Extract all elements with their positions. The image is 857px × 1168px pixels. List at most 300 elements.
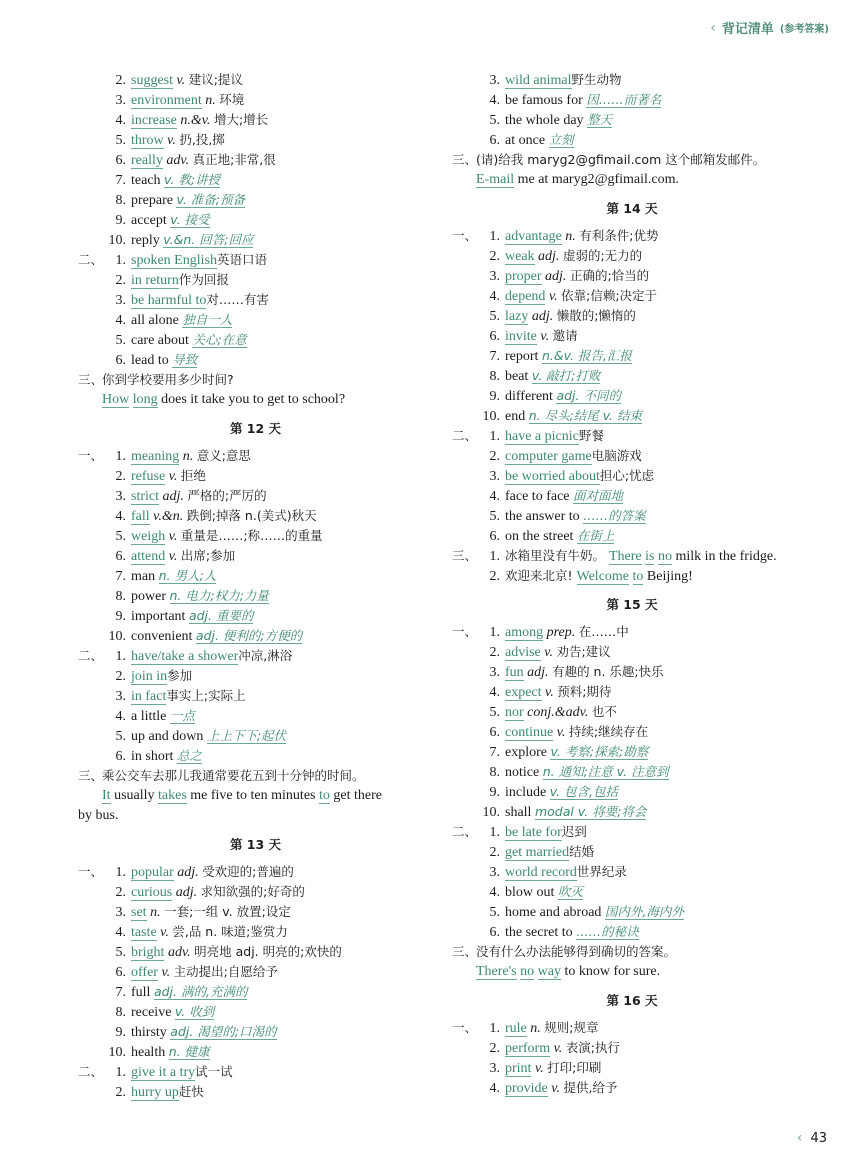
list-item [452,782,812,802]
given-word: the whole day [505,113,588,128]
definition: 电脑游戏 [591,448,642,463]
item-number: 6. [489,133,500,148]
item-number: 4. [489,489,500,504]
given-word: in short [131,749,177,764]
answer-definition: v. 接受 [170,212,210,227]
item-number: 5. [115,529,126,544]
list-item [452,426,812,446]
answer-definition: v. 教;讲授 [164,172,221,187]
definition: 劝告;建议 [556,644,611,659]
given-word: the answer to [505,509,584,524]
definition: 作为回报 [178,272,229,287]
section-label: 一、 [452,624,478,639]
list-item [78,1062,433,1082]
item-number: 1. [115,253,126,268]
definition: 拒绝 [180,468,206,483]
answer-definition: 导致 [172,352,198,367]
list-item [78,70,433,90]
definition: 一套;一组 v. 放置;设定 [164,904,291,919]
list-item [78,506,433,526]
list-item [78,466,433,486]
section-label: 三、 [78,372,104,387]
answer-definition: 面对面地 [573,488,624,503]
answer-word: lazy [505,309,529,324]
item-number: 1. [489,549,500,564]
part-of-speech: n.&v. [176,113,214,128]
prompt-text: 没有什么办法能够得到确切的答案。 [476,944,677,959]
list-item [78,882,433,902]
item-number: 1. [489,625,500,640]
section-label: 一、 [452,228,478,243]
answer-definition: 立刻 [548,132,574,147]
list-item [452,842,812,862]
part-of-speech: adj. [541,269,570,284]
list-item [452,882,812,902]
list-item [452,862,812,882]
answer-word: suggest [131,73,173,88]
list-item [78,746,433,766]
definition: 出席;参加 [180,548,236,563]
item-number: 2. [489,1041,500,1056]
given-word: on the street [505,529,577,544]
item-number: 7. [489,745,500,760]
part-of-speech: v. [536,329,553,344]
item-number: 7. [115,569,126,584]
list-item [452,762,812,782]
sentence-text: me five to ten minutes [186,788,319,803]
sentence-answer [452,962,812,982]
definition: 重量是……;称……的重量 [180,528,323,543]
item-number: 4. [115,709,126,724]
list-item [78,862,433,882]
list-item [78,726,433,746]
answer-word: join in [131,669,168,684]
list-item [78,586,433,606]
answer-definition: 因……而著名 [586,92,662,107]
item-number: 4. [489,289,500,304]
answer-word: bright [131,945,165,960]
given-word: the secret to [505,925,577,940]
part-of-speech: adj. [534,249,563,264]
item-number: 1. [115,1065,126,1080]
list-item [452,446,812,466]
given-word: blow out [505,885,558,900]
item-number: 2. [489,845,500,860]
part-of-speech: v. [547,1081,564,1096]
sentence-prompt [78,370,433,390]
part-of-speech: n. [201,93,220,108]
definition: 懒散的;懒惰的 [556,308,636,323]
list-item [452,226,812,246]
answer-word: nor [505,705,524,720]
day-title: 第 12 天 [229,421,282,436]
list-item [452,70,812,90]
answer-word: It [102,788,111,803]
part-of-speech: v. [165,469,181,484]
part-of-speech: adv. [162,153,193,168]
item-number: 7. [115,173,126,188]
answer-word: have a picnic [505,429,579,444]
sentence-answer [78,390,433,410]
list-item [78,626,433,646]
definition: 世界纪录 [576,864,627,879]
answer-word: computer game [505,449,592,464]
definition: 意义;意思 [196,448,251,463]
answer-word: to [632,569,644,584]
definition: 打印;印刷 [547,1060,602,1075]
part-of-speech: n. [526,1021,545,1036]
definition: 对……有害 [206,292,269,307]
item-number: 2. [115,669,126,684]
answer-word: print [505,1061,532,1076]
given-word: end [505,409,529,424]
item-number: 5. [489,905,500,920]
list-item [78,1042,433,1062]
list-item [78,130,433,150]
item-number: 6. [115,353,126,368]
answer-definition: n. 通知;注意 v. 注意到 [542,764,669,779]
header [710,18,829,37]
list-item [452,902,812,922]
item-number: 1. [489,1021,500,1036]
item-number: 5. [115,945,126,960]
item-number: 9. [489,785,500,800]
list-item [78,270,433,290]
section-label: 二、 [78,648,104,663]
answer-word: be harmful to [131,293,207,308]
section-label: 一、 [78,448,104,463]
answer-definition: ……的答案 [583,508,646,523]
definition: 主动提出;自愿给予 [173,964,278,979]
part-of-speech: n. [179,449,197,464]
sentence-answer [452,170,812,190]
part-of-speech: v. [165,529,181,544]
answer-word: advantage [505,229,562,244]
answer-definition: n.&v. 报告,汇报 [541,348,632,363]
list-item [452,642,812,662]
answer-definition: 独自一人 [182,312,233,327]
item-number: 6. [489,725,500,740]
item-number: 4. [115,509,126,524]
item-number: 1. [115,865,126,880]
answer-word: be worried about [505,469,600,484]
item-number: 2. [489,569,500,584]
item-number: 5. [115,333,126,348]
item-number: 5. [489,113,500,128]
list-item [452,1058,812,1078]
header-title: 背记清单 [721,22,774,37]
right-column [452,70,812,1098]
list-item [452,466,812,486]
list-item [452,1018,812,1038]
item-number: 6. [489,329,500,344]
part-of-speech: v. [550,1041,566,1056]
given-word: all alone [131,313,183,328]
item-number: 4. [489,685,500,700]
definition: 有趣的 n. 乐趣;快乐 [552,664,664,679]
answer-word: in return [131,273,179,288]
part-of-speech: v. [541,685,558,700]
item-number: 1. [489,429,500,444]
list-item [452,486,812,506]
part-of-speech: n. [561,229,580,244]
section-label: 一、 [452,1020,478,1035]
definition: 事实上;实际上 [166,688,246,703]
given-word: report [505,349,542,364]
list-item [452,662,812,682]
answer-definition: adj. 便利的;方便的 [195,628,303,643]
section-label: 二、 [452,428,478,443]
sentence-prompt [452,150,812,170]
answer-word: expect [505,685,542,700]
sentence-item [452,546,812,566]
item-number: 6. [489,529,500,544]
definition: 邀请 [552,328,578,343]
answer-definition: n. 电力;权力;力量 [169,588,269,603]
part-of-speech: v. [156,925,173,940]
definition: 也不 [591,704,617,719]
answer-definition: v. 收到 [174,1004,215,1019]
sentence-continuation: by bus. [78,808,119,823]
given-word: teach [131,173,165,188]
list-item [78,546,433,566]
part-of-speech: v. [173,73,189,88]
section-label: 三、 [452,152,478,167]
list-item [78,486,433,506]
item-number: 8. [115,193,126,208]
given-word: be famous for [505,93,587,108]
list-item [78,646,433,666]
chevron-left-icon: ‹ [796,1130,803,1146]
answer-definition: adj. 满的,充满的 [153,984,248,999]
list-item [78,446,433,466]
given-word: notice [505,765,543,780]
list-item [78,686,433,706]
sentence-prompt [78,766,433,786]
item-number: 3. [489,1061,500,1076]
answer-definition: 国内外,海内外 [604,904,684,919]
item-number: 8. [489,369,500,384]
definition: 冲凉,淋浴 [238,648,293,663]
item-number: 4. [489,93,500,108]
item-number: 8. [115,589,126,604]
part-of-speech: conj.&adv. [523,705,592,720]
part-of-speech: prep. [543,625,579,640]
list-item [452,822,812,842]
answer-word: popular [131,865,174,880]
given-word: at once [505,133,549,148]
definition: 试一试 [195,1064,233,1079]
answer-definition: n. 男人;人 [158,568,217,583]
list-item [78,526,433,546]
definition: 参加 [167,668,193,683]
list-item [78,90,433,110]
list-item [78,210,433,230]
left-column [78,70,433,1102]
item-number: 4. [489,885,500,900]
chevron-left-icon: ‹ [710,19,716,36]
item-number: 9. [115,609,126,624]
definition: 虚弱的;无力的 [562,248,643,263]
answer-definition: v. 准备;预备 [176,192,246,207]
list-item [78,290,433,310]
answer-word: attend [131,549,166,564]
answer-word: curious [131,885,173,900]
answer-word: world record [505,865,577,880]
answer-definition: n. 尽头;结尾 v. 结束 [528,408,643,423]
list-item [78,330,433,350]
definition: 持续;继续存在 [568,724,649,739]
definition: 依靠;信赖;决定于 [561,288,658,303]
answer-definition: 上上下下;起伏 [206,728,287,743]
sentence-prompt [452,942,812,962]
item-number: 1. [115,649,126,664]
sentence-text: milk in the fridge. [671,549,777,564]
item-number: 3. [115,93,126,108]
given-word: important [131,609,189,624]
answer-word: among [505,625,544,640]
given-word: prepare [131,193,177,208]
part-of-speech: v. [540,645,557,660]
answer-definition: 吹灭 [557,884,583,899]
answer-definition: 一点 [169,708,195,723]
item-number: 6. [489,925,500,940]
list-item [452,506,812,526]
given-word: thirsty [131,1025,171,1040]
sentence-text: Beijing! [643,569,693,584]
item-number: 10. [108,233,126,248]
definition: 增大;增长 [213,112,269,127]
list-item [452,742,812,762]
list-item [452,702,812,722]
list-item [78,666,433,686]
answer-word: increase [131,113,177,128]
definition: 表演;执行 [565,1040,620,1055]
given-word: convenient [131,629,196,644]
definition: 迟到 [561,824,587,839]
definition: 受欢迎的;普遍的 [202,864,294,879]
answer-word: fall [131,509,150,524]
item-number: 8. [115,1005,126,1020]
definition: 规则;规章 [544,1020,599,1035]
answer-word: continue [505,725,554,740]
item-number: 3. [115,905,126,920]
sentence-text: me at maryg2@gfimail.com. [514,172,680,187]
answer-definition: adj. 不同的 [556,388,621,403]
definition: 正确的;恰当的 [569,268,650,283]
list-item [78,110,433,130]
answer-definition: 在街上 [576,528,615,543]
answer-word: be late for [505,825,562,840]
sentence-answer [78,786,433,806]
given-word: full [131,985,154,1000]
answer-word: rule [505,1021,527,1036]
item-number: 3. [489,73,500,88]
answer-definition: ……的秘诀 [576,924,639,939]
answer-definition: v. 敲打;打败 [531,368,601,383]
list-item [78,962,433,982]
definition: 野餐 [578,428,604,443]
given-word: a little [131,709,170,724]
answer-definition: n. 健康 [168,1044,210,1059]
answer-word: advise [505,645,541,660]
answer-word: perform [505,1041,551,1056]
answer-word: strict [131,489,159,504]
definition: 明亮地 adj. 明亮的;欢快的 [194,944,342,959]
answer-word: wild animal [505,73,572,88]
part-of-speech: v. [163,133,180,148]
answer-word: no [520,964,535,979]
list-item [452,130,812,150]
answer-word: There's [476,964,517,979]
item-number: 10. [108,629,126,644]
list-item [452,386,812,406]
list-item [78,902,433,922]
part-of-speech: v. [545,289,562,304]
answer-word: spoken English [131,253,217,268]
part-of-speech: n. [146,905,165,920]
answer-definition: v.&n. 回答;回应 [163,232,254,247]
item-number: 1. [489,229,500,244]
answer-definition: 关心;在意 [192,332,247,347]
list-item [78,922,433,942]
item-number: 2. [115,885,126,900]
given-word: power [131,589,170,604]
item-number: 5. [115,729,126,744]
day-title: 第 15 天 [606,597,658,612]
answer-definition: adj. 渴望的;口渴的 [170,1024,277,1039]
item-number: 10. [482,409,500,424]
given-word: reply [131,233,164,248]
answer-word: Welcome [576,569,630,584]
item-number: 1. [115,449,126,464]
given-word: lead to [131,353,173,368]
list-item [78,350,433,370]
answer-word: give it a try [131,1065,196,1080]
answer-word: fun [505,665,524,680]
list-item [452,90,812,110]
list-item [452,1038,812,1058]
list-item [452,722,812,742]
page-number: 43 [810,1130,827,1146]
answer-definition: v. 考察;探索;勘察 [550,744,649,759]
prompt-text: 冰箱里没有牛奶。 [505,548,609,563]
section-label: 二、 [452,824,478,839]
list-item [78,706,433,726]
definition: 预料;期待 [557,684,612,699]
item-number: 9. [489,389,500,404]
item-number: 6. [115,153,126,168]
part-of-speech: adj. [523,665,553,680]
part-of-speech: adj. [172,885,201,900]
given-word: receive [131,1005,175,1020]
given-word: explore [505,745,551,760]
answer-word: environment [131,93,202,108]
given-word: man [131,569,159,584]
part-of-speech: v.&n. [149,509,187,524]
answer-word: weak [505,249,535,264]
item-number: 2. [115,1085,126,1100]
item-number: 9. [115,1025,126,1040]
item-number: 7. [115,985,126,1000]
list-item [78,230,433,250]
answer-word: set [131,905,147,920]
definition: 真正地;非常,很 [192,152,276,167]
day-title: 第 14 天 [606,201,658,216]
item-number: 2. [115,273,126,288]
sentence-text: usually [110,788,159,803]
answer-word: takes [158,788,187,803]
